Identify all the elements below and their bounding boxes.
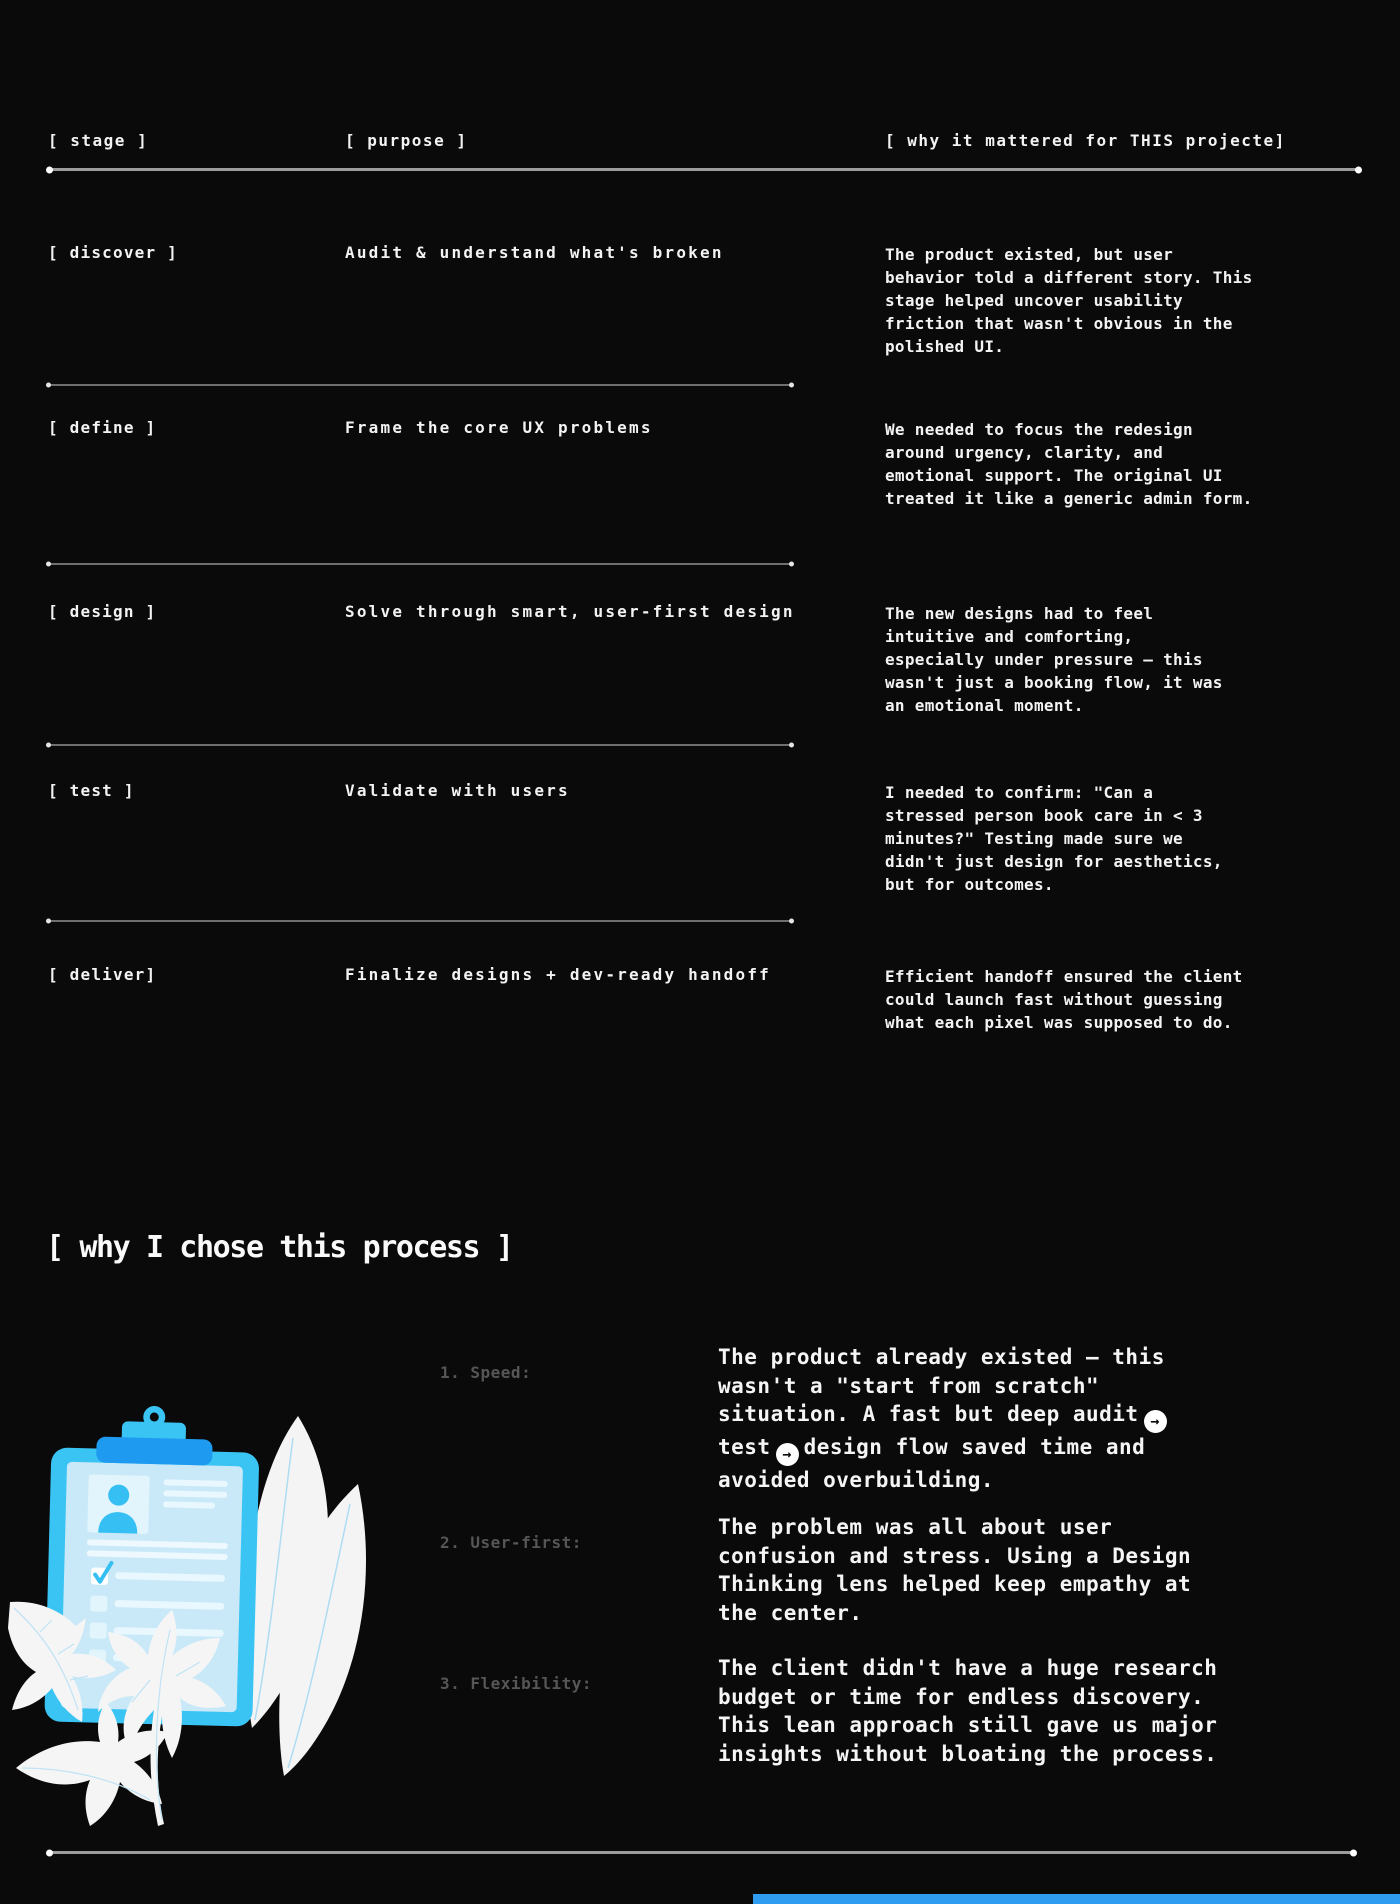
row-divider — [48, 384, 792, 386]
why-deliver: Efficient handoff ensured the client could launch fast without guessing what each pixel was supposed to do. — [885, 967, 1243, 1032]
arrow-right-icon — [776, 1443, 799, 1466]
why-test: I needed to confirm: "Can a stressed person book care in < 3 minutes?" Testing made sure we didn't just design for aesthetics, but for outcomes. — [885, 783, 1223, 894]
divider-dot — [789, 383, 794, 388]
purpose-design: Solve through smart, user-first design — [345, 602, 795, 621]
purpose-deliver: Finalize designs + dev-ready handoff — [345, 965, 771, 984]
column-header-purpose: [ purpose ] — [345, 131, 468, 150]
reason-label-speed: 1. Speed: — [440, 1363, 532, 1382]
reason-label-flexibility: 3. Flexibility: — [440, 1674, 592, 1693]
row-divider — [48, 744, 792, 746]
divider-dot — [789, 919, 794, 924]
divider-dot — [1355, 166, 1362, 173]
arrow-glyph: → — [1150, 1412, 1160, 1430]
stage-label-define: [ define ] — [48, 418, 157, 437]
divider-dot — [789, 562, 794, 567]
purpose-define: Frame the core UX problems — [345, 418, 653, 437]
stage-label-deliver: [ deliver] — [48, 965, 157, 984]
divider-dot — [46, 743, 51, 748]
clipboard-checklist-illustration — [0, 1380, 400, 1840]
arrow-right-icon — [1144, 1410, 1167, 1433]
purpose-discover: Audit & understand what's broken — [345, 243, 724, 262]
reason-text-segment: design flow saved time and avoided overbuilding. — [718, 1434, 1146, 1492]
divider-dot — [789, 743, 794, 748]
divider-dot — [46, 1849, 53, 1856]
reason-text-segment: test — [718, 1434, 771, 1459]
bottom-accent-bar — [753, 1894, 1400, 1904]
stage-label-discover: [ discover ] — [48, 243, 178, 262]
reason-text-user-first: The problem was all about user confusion and stress. Using a Design Thinking lens helped keep empathy at the center. — [718, 1515, 1192, 1625]
row-divider — [48, 563, 792, 565]
divider-dot — [46, 166, 53, 173]
header-divider — [48, 168, 1360, 171]
divider-dot — [46, 383, 51, 388]
bottom-divider — [48, 1851, 1355, 1854]
stage-label-design: [ design ] — [48, 602, 157, 621]
reason-label-user-first: 2. User-first: — [440, 1533, 582, 1552]
arrow-glyph: → — [782, 1444, 792, 1463]
divider-dot — [46, 562, 51, 567]
feather-leaves — [245, 1416, 366, 1776]
why-define: We needed to focus the redesign around urgency, clarity, and emotional support. The original UI treated it like a generic admin form. — [885, 420, 1253, 508]
section-heading: [ why I chose this process ] — [46, 1230, 513, 1265]
why-discover: The product existed, but user behavior told a different story. This stage helped uncover usability friction that wasn't obvious in the polished UI. — [885, 245, 1253, 356]
column-header-why: [ why it mattered for THIS projecte] — [885, 131, 1286, 150]
why-design: The new designs had to feel intuitive and comforting, especially under pressure — this wasn't just a booking flow, it was an emotional moment. — [885, 604, 1223, 715]
divider-dot — [46, 919, 51, 924]
column-header-stage: [ stage ] — [48, 131, 149, 150]
reason-text-speed — [718, 1343, 1223, 1494]
divider-dot — [1350, 1849, 1357, 1856]
reason-text-segment: The product already existed — this wasn't a "start from scratch" situation. A fast but deep audit — [718, 1345, 1165, 1426]
purpose-test: Validate with users — [345, 781, 570, 800]
stage-label-test: [ test ] — [48, 781, 135, 800]
row-divider — [48, 920, 792, 922]
reason-text-flexibility: The client didn't have a huge research budget or time for endless discovery. This lean approach still gave us major insights without bloating the process. — [718, 1656, 1218, 1766]
